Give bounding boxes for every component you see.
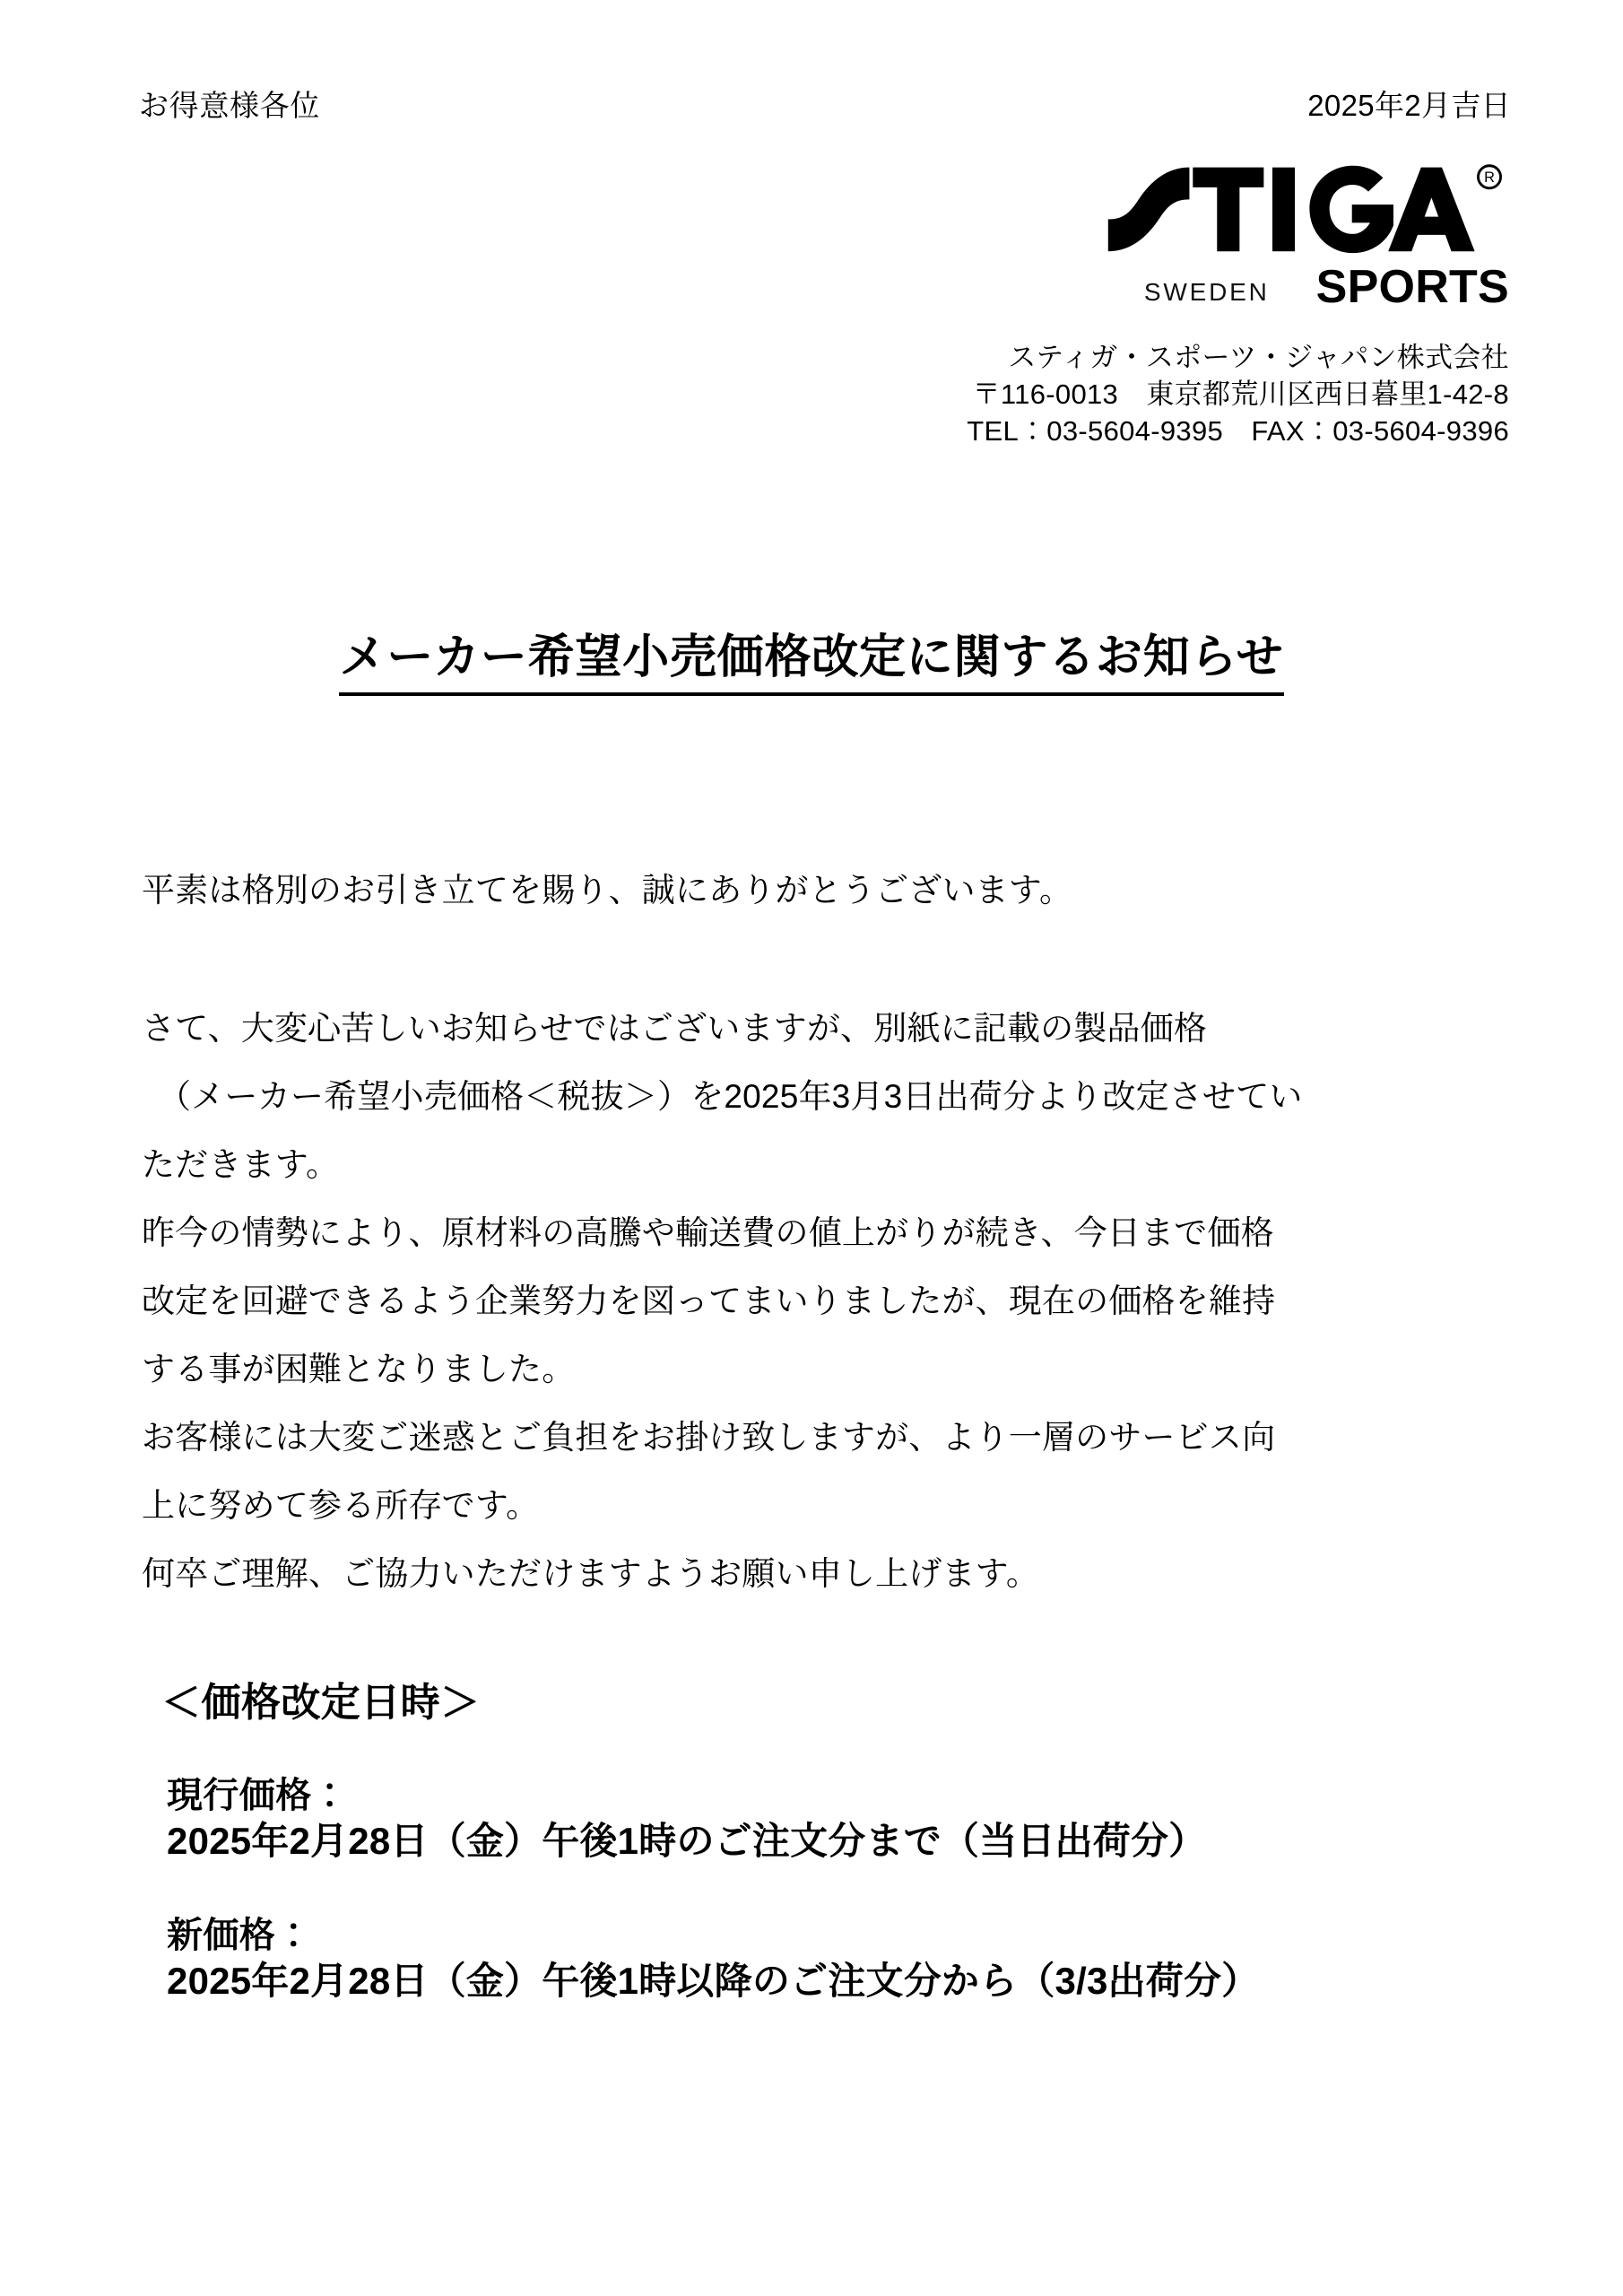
body-paragraph-4 <box>142 1540 1487 1608</box>
stiga-logo-block <box>1061 160 1509 313</box>
document-title <box>0 619 1623 686</box>
company-address: 〒116-0013 東京都荒川区西日暮里1-42-8 <box>972 378 1509 411</box>
new-price-label: 新価格： <box>167 1916 312 1956</box>
body-paragraph-2 <box>142 1199 1487 1404</box>
price-revision-section <box>161 1670 1524 2004</box>
current-price-value: 2025年2月28日（金）午後1時のご注文分まで（当日出荷分） <box>167 1819 1207 1862</box>
price-section-heading: ＜価格改定日時＞ <box>161 1681 481 1725</box>
body-line: 昨今の情勢により、原材料の高騰や輸送費の値上がりが続き、今日まで価格 <box>142 1214 1274 1251</box>
body-paragraph-3 <box>142 1404 1487 1540</box>
paragraph-spacer <box>142 925 1487 995</box>
logo-division-label: SPORTS <box>1315 261 1509 313</box>
company-contact-block <box>967 339 1509 450</box>
body-line: （メーカー希望小売価格＜税抜＞）を2025年3月3日出荷分より改定させてい <box>158 1078 1303 1115</box>
document-title-text: メーカー希望小売価格改定に関するお知らせ <box>339 631 1283 696</box>
current-price-group <box>161 1774 1524 1864</box>
addressee-line: お得意様各位 <box>139 89 320 122</box>
document-date: 2025年2月吉日 <box>1307 89 1511 122</box>
svg-text:R: R <box>1483 170 1495 187</box>
company-phone-fax: TEL：03-5604-9395 FAX：03-5604-9396 <box>967 415 1509 448</box>
body-line: する事が困難となりました。 <box>142 1351 576 1387</box>
logo-country-label: SWEDEN <box>1143 278 1270 306</box>
body-line: 上に努めて参る所存です。 <box>142 1487 540 1524</box>
new-price-group <box>161 1914 1524 2004</box>
body-line: 何卒ご理解、ご協力いただけますようお願い申し上げます。 <box>142 1555 1040 1592</box>
company-name: スティガ・スポーツ・ジャパン株式会社 <box>1008 342 1509 373</box>
body-line: さて、大変心苦しいお知らせではございますが、別紙に記載の製品価格 <box>142 1010 1208 1047</box>
document-body <box>142 857 1487 1608</box>
logo-subtitle <box>1061 260 1509 313</box>
body-paragraph-1 <box>142 995 1487 1199</box>
body-greeting <box>142 857 1487 925</box>
body-line: 平素は格別のお引き立てを賜り、誠にありがとうございます。 <box>142 872 1073 909</box>
current-price-label: 現行価格： <box>167 1776 348 1815</box>
document-header <box>139 83 1511 125</box>
body-line: ただきます。 <box>142 1146 340 1183</box>
new-price-value: 2025年2月28日（金）午後1時以降のご注文分から（3/3出荷分） <box>167 1959 1260 2002</box>
body-line: 改定を回避できるよう企業努力を図ってまいりましたが、現在の価格を維持 <box>142 1283 1276 1319</box>
stiga-wordmark-icon <box>1061 160 1509 257</box>
body-line: お客様には大変ご迷惑とご負担をお掛け致しますが、より一層のサービス向 <box>142 1419 1276 1456</box>
